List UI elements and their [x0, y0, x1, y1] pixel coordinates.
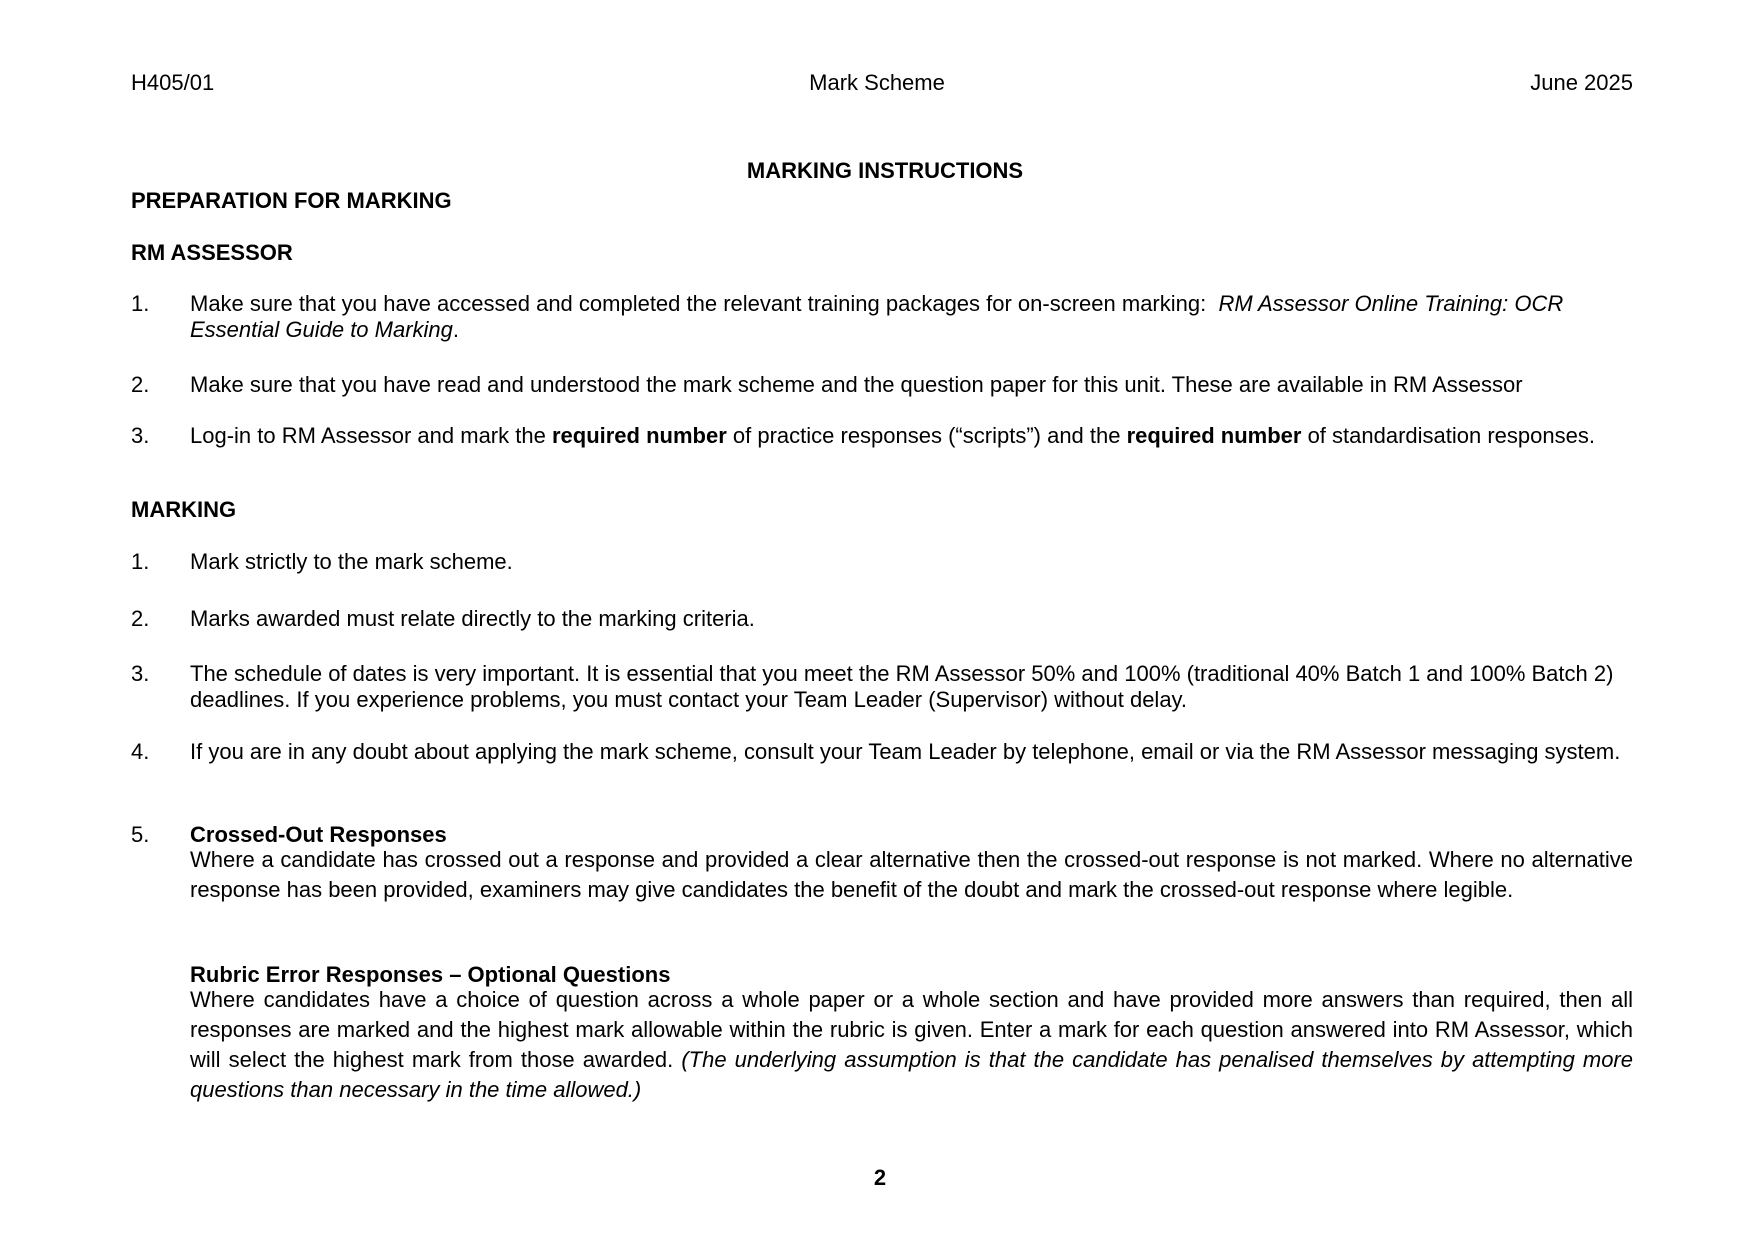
italic-reference: RM Assessor Online Training: OCR Essential Guide to Marking — [190, 291, 1564, 342]
section-heading-marking: MARKING — [131, 497, 237, 522]
rubric-text: Where candidates have a choice of question across a whole paper or a whole section and have provided more answers than required, then all responses are marked and the highest mark allowable within the rubric is given. Enter a mark for each question answered into RM Assessor, which will select the highest mark from those awarded. (The underlying assumption is that the candidate has penalised themselves by attempting more questions than necessary in the time allowed.) — [190, 987, 1633, 1102]
list-text: Mark strictly to the mark scheme. — [190, 549, 513, 574]
section-subheading-rm-assessor: RM ASSESSOR — [131, 240, 293, 265]
prep-item-3 — [131, 423, 1633, 449]
list-text: If you are in any doubt about applying the mark scheme, consult your Team Leader by telephone, email or via the RM Assessor messaging system. — [190, 739, 1621, 764]
crossed-out-text: Where a candidate has crossed out a response and provided a clear alternative then the crossed-out response is not marked. Where no alternative response has been provided, examiners may give candidates the benefit of the doubt and mark the crossed-out response where legible. — [190, 847, 1633, 902]
list-number: 5. — [131, 822, 150, 847]
list-number: 4. — [131, 739, 150, 764]
rubric-heading: Rubric Error Responses – Optional Questions — [190, 962, 671, 987]
list-number: 2. — [131, 372, 150, 397]
list-text: The schedule of dates is very important. It is essential that you meet the RM Assessor 50% and 100% (traditional 40% Batch 1 and 100% Batch 2) deadlines. If you experience problems, you must contact your Team Leader (Supervisor) without delay. — [190, 661, 1614, 712]
marking-item-3 — [131, 661, 1633, 713]
list-text — [190, 822, 1633, 905]
bold-emphasis: required number — [1126, 423, 1302, 448]
list-number: 3. — [131, 423, 150, 448]
list-text: Log-in to RM Assessor and mark the required number of practice responses (“scripts”) and the required number of standardisation responses. — [190, 423, 1595, 448]
header-title: Mark Scheme — [809, 70, 945, 95]
list-number: 2. — [131, 606, 150, 631]
prep-item-1 — [131, 291, 1633, 343]
page-title: MARKING INSTRUCTIONS — [746, 158, 1024, 183]
list-number: 3. — [131, 661, 150, 686]
list-text: Make sure that you have accessed and completed the relevant training packages for on-screen marking: RM Assessor Online Training: OCR Essential Guide to Marking. — [190, 291, 1564, 342]
bold-emphasis: required number — [551, 423, 727, 448]
marking-item-2 — [131, 606, 1633, 632]
rubric-italic-note: (The underlying assumption is that the candidate has penalised themselves by attempting more questions than necessary in the time allowed.) — [190, 1047, 1633, 1102]
list-text: Make sure that you have read and understood the mark scheme and the question paper for this unit. These are available in RM Assessor — [190, 372, 1523, 397]
marking-item-1 — [131, 549, 1633, 575]
header-date: June 2025 — [1530, 70, 1633, 95]
list-text: Marks awarded must relate directly to the marking criteria. — [190, 606, 755, 631]
rubric-block — [190, 962, 1633, 1105]
page-number: 2 — [873, 1165, 887, 1190]
header-code: H405/01 — [131, 70, 215, 95]
marking-item-5 — [131, 822, 1633, 905]
marking-item-4 — [131, 739, 1633, 765]
section-heading-preparation: PREPARATION FOR MARKING — [131, 188, 452, 213]
list-number: 1. — [131, 291, 150, 316]
prep-item-2 — [131, 372, 1633, 398]
list-number: 1. — [131, 549, 150, 574]
crossed-out-heading: Crossed-Out Responses — [190, 822, 447, 847]
